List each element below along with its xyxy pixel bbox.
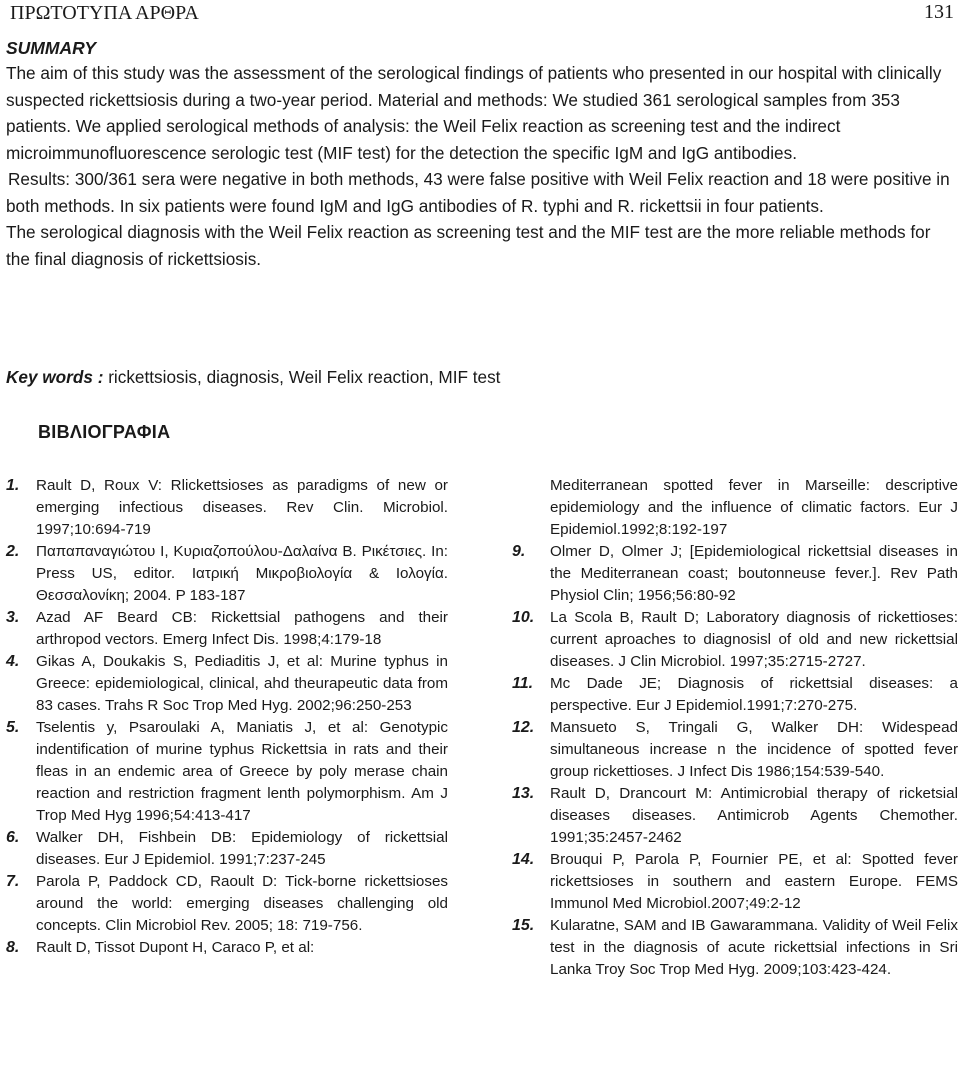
reference-text: La Scola B, Rault D; Laboratory diagnosis of rickettioses: current aproaches to diagnosisl of old and new rickettsial diseases. J Clin Microbiol. 1997;35:2715-2727. — [550, 609, 958, 670]
reference-text: Gikas A, Doukakis S, Pediaditis J, et al: Murine typhus in Greece: epidemiological, clinical, ahd theurapeutic data from 83 cases. Trahs R Soc Trop Med Hyg. 2002;96:250-253 — [36, 653, 448, 714]
summary-paragraph-aim: The aim of this study was the assessment of the serological findings of patients who presented in our hospital with clinically suspected rickettsiosis during a two-year period. Material and methods: We studied 361 serological samples from 353 patients. We applied serological methods of analysis: the Weil Felix reaction as screening test and the indirect microimmunofluorescence serologic test (MIF test) for the detection the specific IgM and IgG antibodies. — [6, 63, 942, 163]
reference-number: 13. — [512, 785, 535, 802]
reference-number: 1. — [6, 477, 20, 494]
reference-text: Mc Dade JE; Diagnosis of rickettsial diseases: a perspective. Eur J Epidemiol.1991;7:270-275. — [550, 675, 958, 714]
reference-number: 5. — [6, 719, 20, 736]
references-left-column — [6, 475, 448, 959]
reference-item — [6, 607, 448, 651]
reference-text: Walker DH, Fishbein DB: Epidemiology of rickettsial diseases. Eur J Epidemiol. 1991;7:237-245 — [36, 829, 448, 868]
section-title: ΠΡΩΤΟΤΥΠΑ ΑΡΘΡΑ — [10, 2, 199, 24]
reference-number: 6. — [6, 829, 20, 846]
reference-item — [512, 915, 958, 981]
reference-item — [512, 607, 958, 673]
reference-item — [6, 827, 448, 871]
reference-number: 15. — [512, 917, 535, 934]
reference-number: 4. — [6, 653, 20, 670]
reference-text: Mansueto S, Tringali G, Walker DH: Widespead simultaneous increase n the incidence of spotted fever group rickettioses. J Infect Dis 1986;154:539-540. — [550, 719, 958, 780]
reference-item — [512, 673, 958, 717]
reference-text: Azad AF Beard CB: Rickettsial pathogens and their arthropod vectors. Emerg Infect Dis. 1998;4:179-18 — [36, 609, 448, 648]
reference-text: Rault D, Drancourt M: Antimicrobial therapy of ricketsial diseases diseases. Antimicrob Agents Chemother. 1991;35:2457-2462 — [550, 785, 958, 846]
reference-number: 8. — [6, 939, 20, 956]
references-right-column — [512, 475, 958, 981]
reference-text: Παπαπαναγιώτου Ι, Κυριαζοπούλου-Δαλαίνα Β. Ρικέτσιες. In: Press US, editor. Ιατρική Μικροβιολογία & Ιολογία. Θεσσαλονίκη; 2004. P 183-187 — [36, 543, 448, 604]
reference-number: 11. — [512, 675, 534, 692]
reference-item — [6, 651, 448, 717]
reference-item — [512, 717, 958, 783]
reference-text: Tselentis y, Psaroulaki A, Maniatis J, et al: Genotypic indentification of murine typhus Rickettsia in rats and their fleas in an endemic area of Greece by poly merase chain reaction and restriction fragment lenth polymorphism. Am J Trop Med Hyg 1996;54:413-417 — [36, 719, 448, 824]
reference-number: 9. — [512, 543, 526, 560]
reference-number: 2. — [6, 543, 20, 560]
reference-item — [6, 937, 448, 959]
reference-text: Parola P, Paddock CD, Raoult D: Tick-borne rickettsioses around the world: emerging diseases challenging old concepts. Clin Microbiol Rev. 2005; 18: 719-756. — [36, 873, 448, 934]
reference-text: Rault D, Roux V: Rlickettsioses as paradigms of new or emerging infectious diseases. Rev Clin. Microbiol. 1997;10:694-719 — [36, 477, 448, 538]
reference-number: 7. — [6, 873, 20, 890]
reference-item — [512, 541, 958, 607]
reference-number: 3. — [6, 609, 20, 626]
keywords-label: Key words : — [6, 367, 104, 387]
reference-item — [512, 849, 958, 915]
bibliography-heading: ΒΙΒΛΙΟΓΡΑΦΙΑ — [38, 422, 171, 442]
reference-item — [6, 475, 448, 541]
reference-text: Olmer D, Olmer J; [Epidemiological rickettsial diseases in the Mediterranean coast; boutonneuse fever.]. Rev Path Physiol Clin; 1956;56:80-92 — [550, 543, 958, 604]
reference-number: 12. — [512, 719, 535, 736]
reference-text: Kularatne, SAM and IB Gawarammana. Validity of Weil Felix test in the diagnosis of acute rickettsial infections in Sri Lanka Troy Soc Trop Med Hyg. 2009;103:423-424. — [550, 917, 958, 978]
page-number: 131 — [924, 1, 954, 23]
page-header — [0, 0, 960, 28]
reference-number: 14. — [512, 851, 535, 868]
keywords-line — [6, 364, 956, 390]
summary-paragraph-results: Results: 300/361 sera were negative in both methods, 43 were false positive with Weil Felix reaction and 18 were positive in both methods. In six patients were found IgM and IgG antibodies of R. typhi and R. rickettsii in four patients. — [6, 169, 950, 216]
reference-item — [6, 541, 448, 607]
summary-section — [6, 36, 956, 272]
reference-text: Brouqui P, Parola P, Fournier PE, et al: Spotted fever rickettsioses in southern and eastern Europe. FEMS Immunol Med Microbiol.2007;49:2-12 — [550, 851, 958, 912]
keywords-text: rickettsiosis, diagnosis, Weil Felix reaction, MIF test — [103, 367, 501, 387]
reference-text: Rault D, Tissot Dupont H, Caraco P, et al: — [36, 939, 315, 956]
summary-heading: SUMMARY — [6, 38, 97, 58]
summary-paragraph-conclusion: The serological diagnosis with the Weil Felix reaction as screening test and the MIF test are the more reliable methods for the final diagnosis of rickettsiosis. — [6, 222, 931, 269]
reference-continuation: Mediterranean spotted fever in Marseille: descriptive epidemiology and the influence of climatic factors. Eur J Epidemiol.1992;8:192-197 — [550, 477, 958, 538]
reference-item — [6, 717, 448, 827]
reference-item — [6, 871, 448, 937]
reference-item — [512, 783, 958, 849]
reference-number: 10. — [512, 609, 535, 626]
